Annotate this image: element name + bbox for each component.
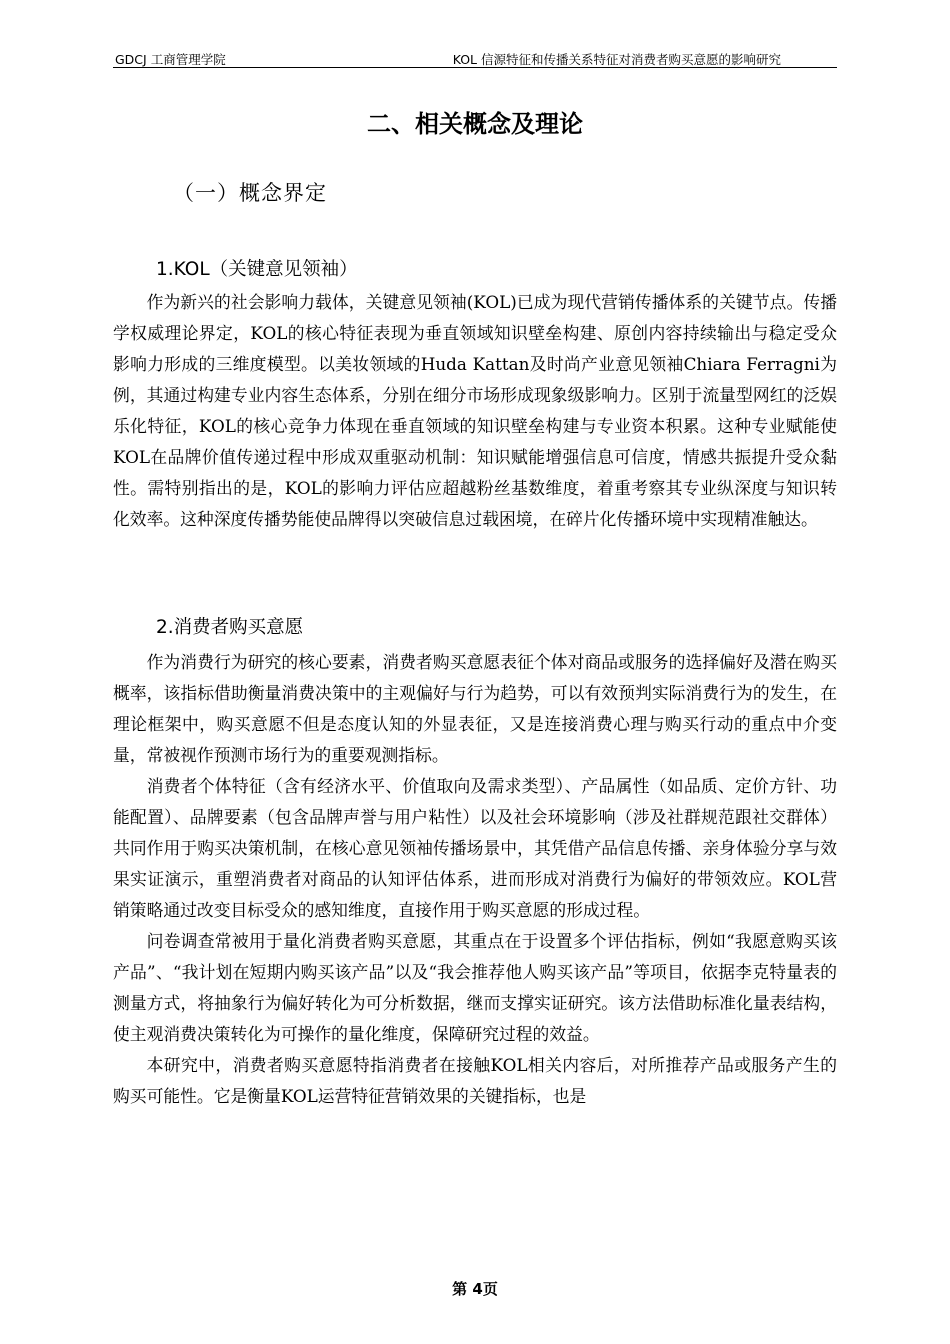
paragraph: 本研究中，消费者购买意愿特指消费者在接触KOL相关内容后，对所推荐产品或服务产生的购买可能性。它是衡量KOL运营特征营销效果的关键指标，也是 (113, 1055, 837, 1106)
paragraph: 消费者个体特征（含有经济水平、价值取向及需求类型）、产品属性（如品质、定价方针、功能配置）、品牌要素（包含品牌声誉与用户粘性）以及社会环境影响（涉及社群规范跟社交群体）共同作用于购买决策机制，在核心意见领袖传播场景中，其凭借产品信息传播、亲身体验分享与效果实证演示，重塑消费者对商品的认知评估体系，进而形成对消费行为偏好的带领效应。KOL营销策略通过改变目标受众的感知维度，直接作用于购买意愿的形成过程。 (113, 776, 837, 920)
header-school: GDCJ 工商管理学院 (115, 52, 226, 67)
paragraph: 作为新兴的社会影响力载体，关键意见领袖(KOL)已成为现代营销传播体系的关键节点。传播学权威理论界定，KOL的核心特征表现为垂直领域知识壁垒构建、原创内容持续输出与稳定受众影响力形成的三维度模型。以美妆领域的Huda Kattan及时尚产业意见领袖Chiara Ferragni为例，其通过构建专业内容生态体系，分别在细分市场形成现象级影响力。区别于流量型网红的泛娱乐化特征，KOL的核心竞争力体现在垂直领域的知识壁垒构建与专业资本积累。这种专业赋能使KOL在品牌价值传递过程中形成双重驱动机制：知识赋能增强信息可信度，情感共振提升受众黏性。需特别指出的是，KOL的影响力评估应超越粉丝基数维度，着重考察其专业纵深度与知识转化效率。这种深度传播势能使品牌得以突破信息过载困境，在碎片化传播环境中实现精准触达。 (113, 292, 837, 529)
paragraph: 问卷调查常被用于量化消费者购买意愿，其重点在于设置多个评估指标，例如“我愿意购买该产品”、“我计划在短期内购买该产品”以及“我会推荐他人购买该产品”等项目，依据李克特量表的测量方式，将抽象行为偏好转化为可分析数据，继而支撑实证研究。该方法借助标准化量表结构，使主观消费决策转化为可操作的量化维度，保障研究过程的效益。 (113, 931, 837, 1044)
kol-body (113, 287, 837, 535)
chapter-title: 二、相关概念及理论 (367, 110, 583, 138)
page-header (113, 47, 837, 68)
paragraph: 作为消费行为研究的核心要素，消费者购买意愿表征个体对商品或服务的选择偏好及潜在购买概率，该指标借助衡量消费决策中的主观偏好与行为趋势，可以有效预判实际消费行为的发生，在理论框架中，购买意愿不但是态度认知的外显表征，又是连接消费心理与购买行动的重点中介变量，常被视作预测市场行为的重要观测指标。 (113, 652, 837, 765)
subsection-title-kol: 1.KOL（关键意见领袖） (156, 259, 358, 280)
intention-body (113, 647, 837, 1112)
subsection-title-intention: 2.消费者购买意愿 (156, 617, 304, 638)
section-title: （一）概念界定 (173, 181, 327, 205)
header-thesis-title: KOL 信源特征和传播关系特征对消费者购买意愿的影响研究 (452, 52, 781, 67)
page-number: 第 4页 (452, 1280, 498, 1298)
